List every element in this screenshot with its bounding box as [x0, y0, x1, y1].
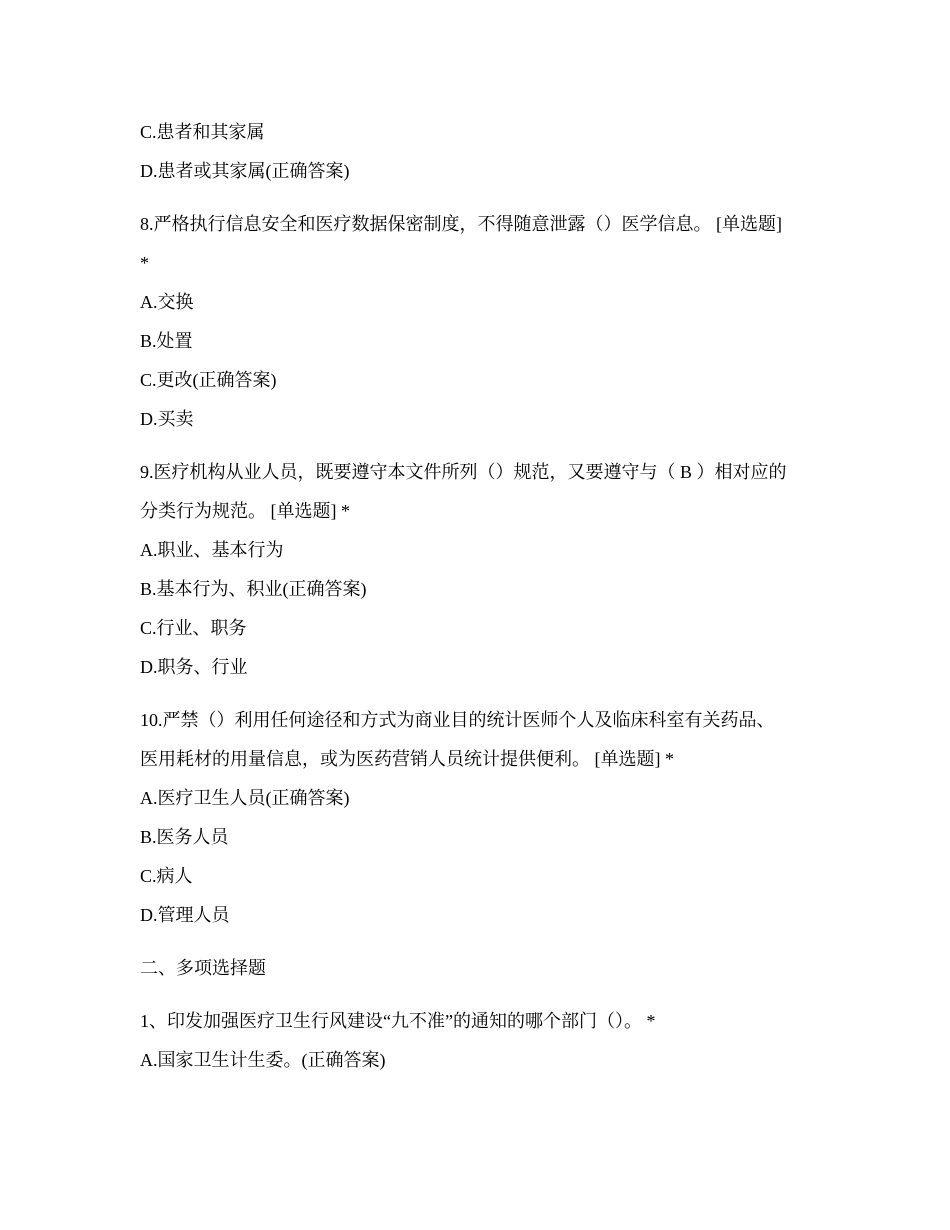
question-9-stem-line-2: 分类行为规范。 [单选题] *	[140, 501, 350, 521]
question-10	[140, 701, 820, 779]
q10-option-b: B.医务人员	[140, 827, 229, 847]
q8-option-c: C.更改(正确答案)	[140, 370, 277, 390]
question-9-stem-line-1: 9.医疗机构从业人员，既要遵守本文件所列（）规范，又要遵守与（ B ）相对应的	[140, 462, 787, 482]
q10-option-a: A.医疗卫生人员(正确答案)	[140, 788, 350, 808]
q9-option-c: C.行业、职务	[140, 618, 247, 638]
question-8-stem-line-1: 8.严格执行信息安全和医疗数据保密制度，不得随意泄露（）医学信息。 [单选题]	[140, 214, 782, 234]
q8-option-b: B.处置	[140, 331, 193, 351]
q9-option-d: D.职务、行业	[140, 657, 248, 677]
q10-option-c: C.病人	[140, 866, 193, 886]
question-10-stem-line-2: 医用耗材的用量信息，或为医药营销人员统计提供便利。 [单选题] *	[140, 749, 674, 769]
multi-question-1-stem: 1、印发加强医疗卫生行风建设“九不准”的通知的哪个部门（）。 *	[140, 1011, 656, 1031]
q9-option-a: A.职业、基本行为	[140, 540, 284, 560]
q7-option-d: D.患者或其家属(正确答案)	[140, 161, 350, 181]
q9-option-b: B.基本行为、积业(正确答案)	[140, 579, 367, 599]
document-page	[140, 113, 820, 1080]
question-8-stem-line-2: *	[140, 253, 149, 273]
section-heading-multiple-choice: 二、多项选择题	[140, 958, 266, 978]
question-10-stem-line-1: 10.严禁（）利用任何途径和方式为商业目的统计医师个人及临床科室有关药品、	[140, 710, 775, 730]
q8-option-a: A.交换	[140, 292, 194, 312]
q10-option-d: D.管理人员	[140, 905, 230, 925]
question-8	[140, 205, 820, 283]
multi-question-1	[140, 1002, 820, 1041]
q7-option-c: C.患者和其家属	[140, 122, 265, 142]
q8-option-d: D.买卖	[140, 409, 194, 429]
question-9	[140, 453, 820, 531]
multi-q1-option-a: A.国家卫生计生委。(正确答案)	[140, 1050, 386, 1070]
